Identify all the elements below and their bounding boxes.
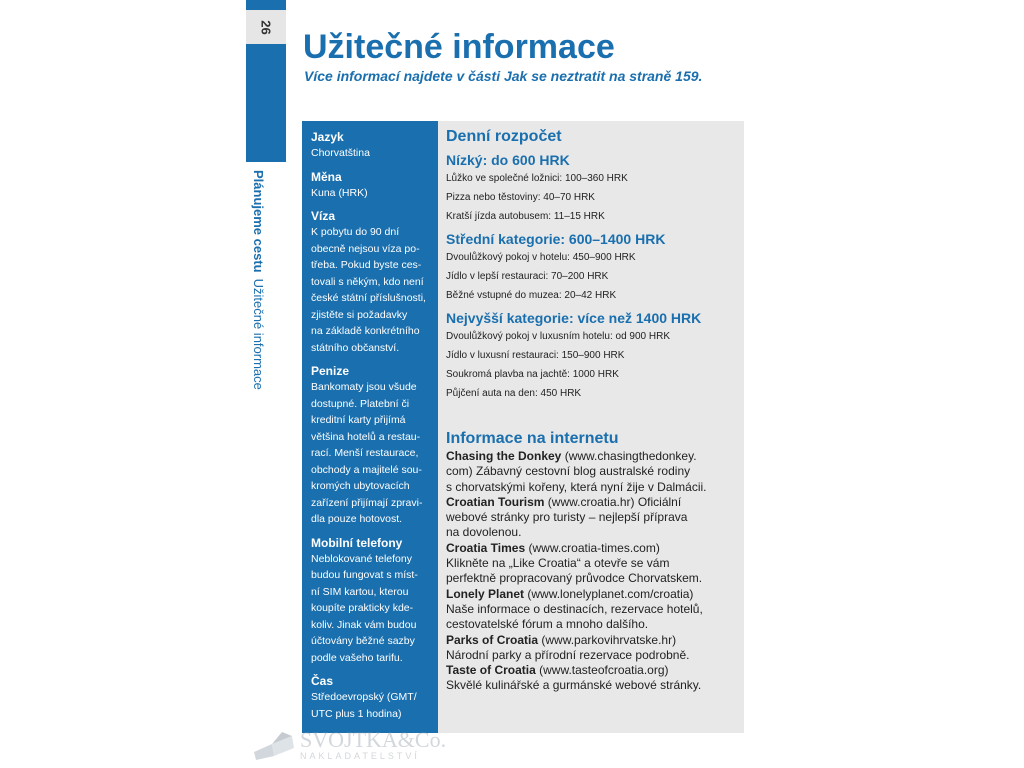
budget-tier-mid: Střední kategorie: 600–1400 HRK <box>446 231 666 247</box>
page-number: 26 <box>246 10 286 44</box>
budget-tier-low: Nízký: do 600 HRK <box>446 152 570 168</box>
info-section-language: Jazyk Chorvatština <box>311 130 370 159</box>
budget-line: Soukromá plavba na jachtě: 1000 HRK <box>446 369 619 380</box>
budget-line: Jídlo v luxusní restauraci: 150–900 HRK <box>446 350 625 361</box>
page-subtitle: Více informací najdete v části Jak se neztratit na straně 159. <box>304 68 703 84</box>
budget-line: Půjčení auta na den: 450 HRK <box>446 388 582 399</box>
info-section-mobile: Mobilní telefony Neblokované telefony budou fungovat s míst- ní SIM kartou, kterou koupíte prakticky kde- koliv. Jinak vám budou účtovány běžné sazby podle vašeho tarifu. <box>311 535 418 664</box>
publisher-watermark <box>252 722 452 768</box>
web-entry: Taste of Croatia (www.tasteofcroatia.org) Skvělé kulinářské a gurmánské webové stránky. <box>446 663 702 693</box>
watermark-sub: NAKLADATELSTVÍ <box>300 750 420 761</box>
web-entry: Croatian Tourism (www.croatia.hr) Oficiální webové stránky pro turisty – nejlepší příprava na dovolenou. <box>446 494 688 540</box>
right-info-column <box>438 121 744 733</box>
web-heading: Informace na internetu <box>446 430 619 447</box>
web-entry-name: Parks of Croatia <box>446 632 539 647</box>
web-entry: Croatia Times (www.croatia-times.com) Klikněte na „Like Croatia“ a otevře se vám perfektně propracovaný průvodce Chorvatskem. <box>446 540 703 586</box>
info-section-currency: Měna Kuna (HRK) <box>311 169 368 199</box>
budget-heading: Denní rozpočet <box>446 128 562 145</box>
budget-line: Lůžko ve společné ložnici: 100–360 HRK <box>446 173 628 184</box>
budget-line: Kratší jízda autobusem: 11–15 HRK <box>446 211 605 222</box>
info-section-time: Čas Středoevropský (GMT/ UTC plus 1 hodina) <box>311 674 417 720</box>
side-topic: Užitečné informace <box>251 278 266 390</box>
budget-line: Pizza nebo těstoviny: 40–70 HRK <box>446 192 595 203</box>
web-entry-name: Chasing the Donkey <box>446 449 562 463</box>
budget-line: Dvoulůžkový pokoj v luxusním hotelu: od 900 HRK <box>446 331 671 342</box>
budget-line: Jídlo v lepší restauraci: 70–200 HRK <box>446 271 609 282</box>
side-section: Plánujeme cestu <box>251 170 266 273</box>
left-info-column <box>302 121 438 733</box>
web-entry-name: Croatian Tourism <box>446 494 545 509</box>
web-entry: Parks of Croatia (www.parkovihrvatske.hr) Národní parky a přírodní rezervace podrobně. <box>446 632 690 662</box>
page-title: Užitečné informace <box>303 28 615 66</box>
web-entry-name: Taste of Croatia <box>446 663 536 678</box>
web-entry-name: Croatia Times <box>446 540 526 555</box>
info-section-visa: Víza K pobytu do 90 dní obecně nejsou víza po- třeba. Pokud byste ces- tovali s někým, kdo není české státní příslušnosti, zjistěte si požadavky na základě konkrétního státního občanství. <box>311 209 426 354</box>
budget-line: Běžné vstupné do muzea: 20–42 HRK <box>446 290 617 301</box>
web-entry: Lonely Planet (www.lonelyplanet.com/croatia) Naše informace o destinacích, rezervace hotelů, cestovatelské fórum a mnoho dalšího. <box>446 586 703 632</box>
book-logo-icon <box>252 730 296 760</box>
web-entry-name: Lonely Planet <box>446 586 525 601</box>
budget-tier-high: Nejvyšší kategorie: více než 1400 HRK <box>446 310 702 326</box>
watermark-main: SVOJTKA&Co. <box>300 726 447 752</box>
side-label <box>251 170 266 390</box>
info-section-money: Penize Bankomaty jsou všude dostupné. Platební či kreditní karty přijímá většina hotelů a restau- rací. Menší restaurace, obchody a majitelé sou- kromých ubytovacích zařízení přijímají zpravi- dla pouze hotovost. <box>311 364 423 525</box>
budget-line: Dvoulůžkový pokoj v hotelu: 450–900 HRK <box>446 252 636 263</box>
web-entry: Chasing the Donkey (www.chasingthedonkey. com) Zábavný cestovní blog australské rodiny s chorvatskými kořeny, která nyní žije v Dalmácii. <box>446 449 707 494</box>
